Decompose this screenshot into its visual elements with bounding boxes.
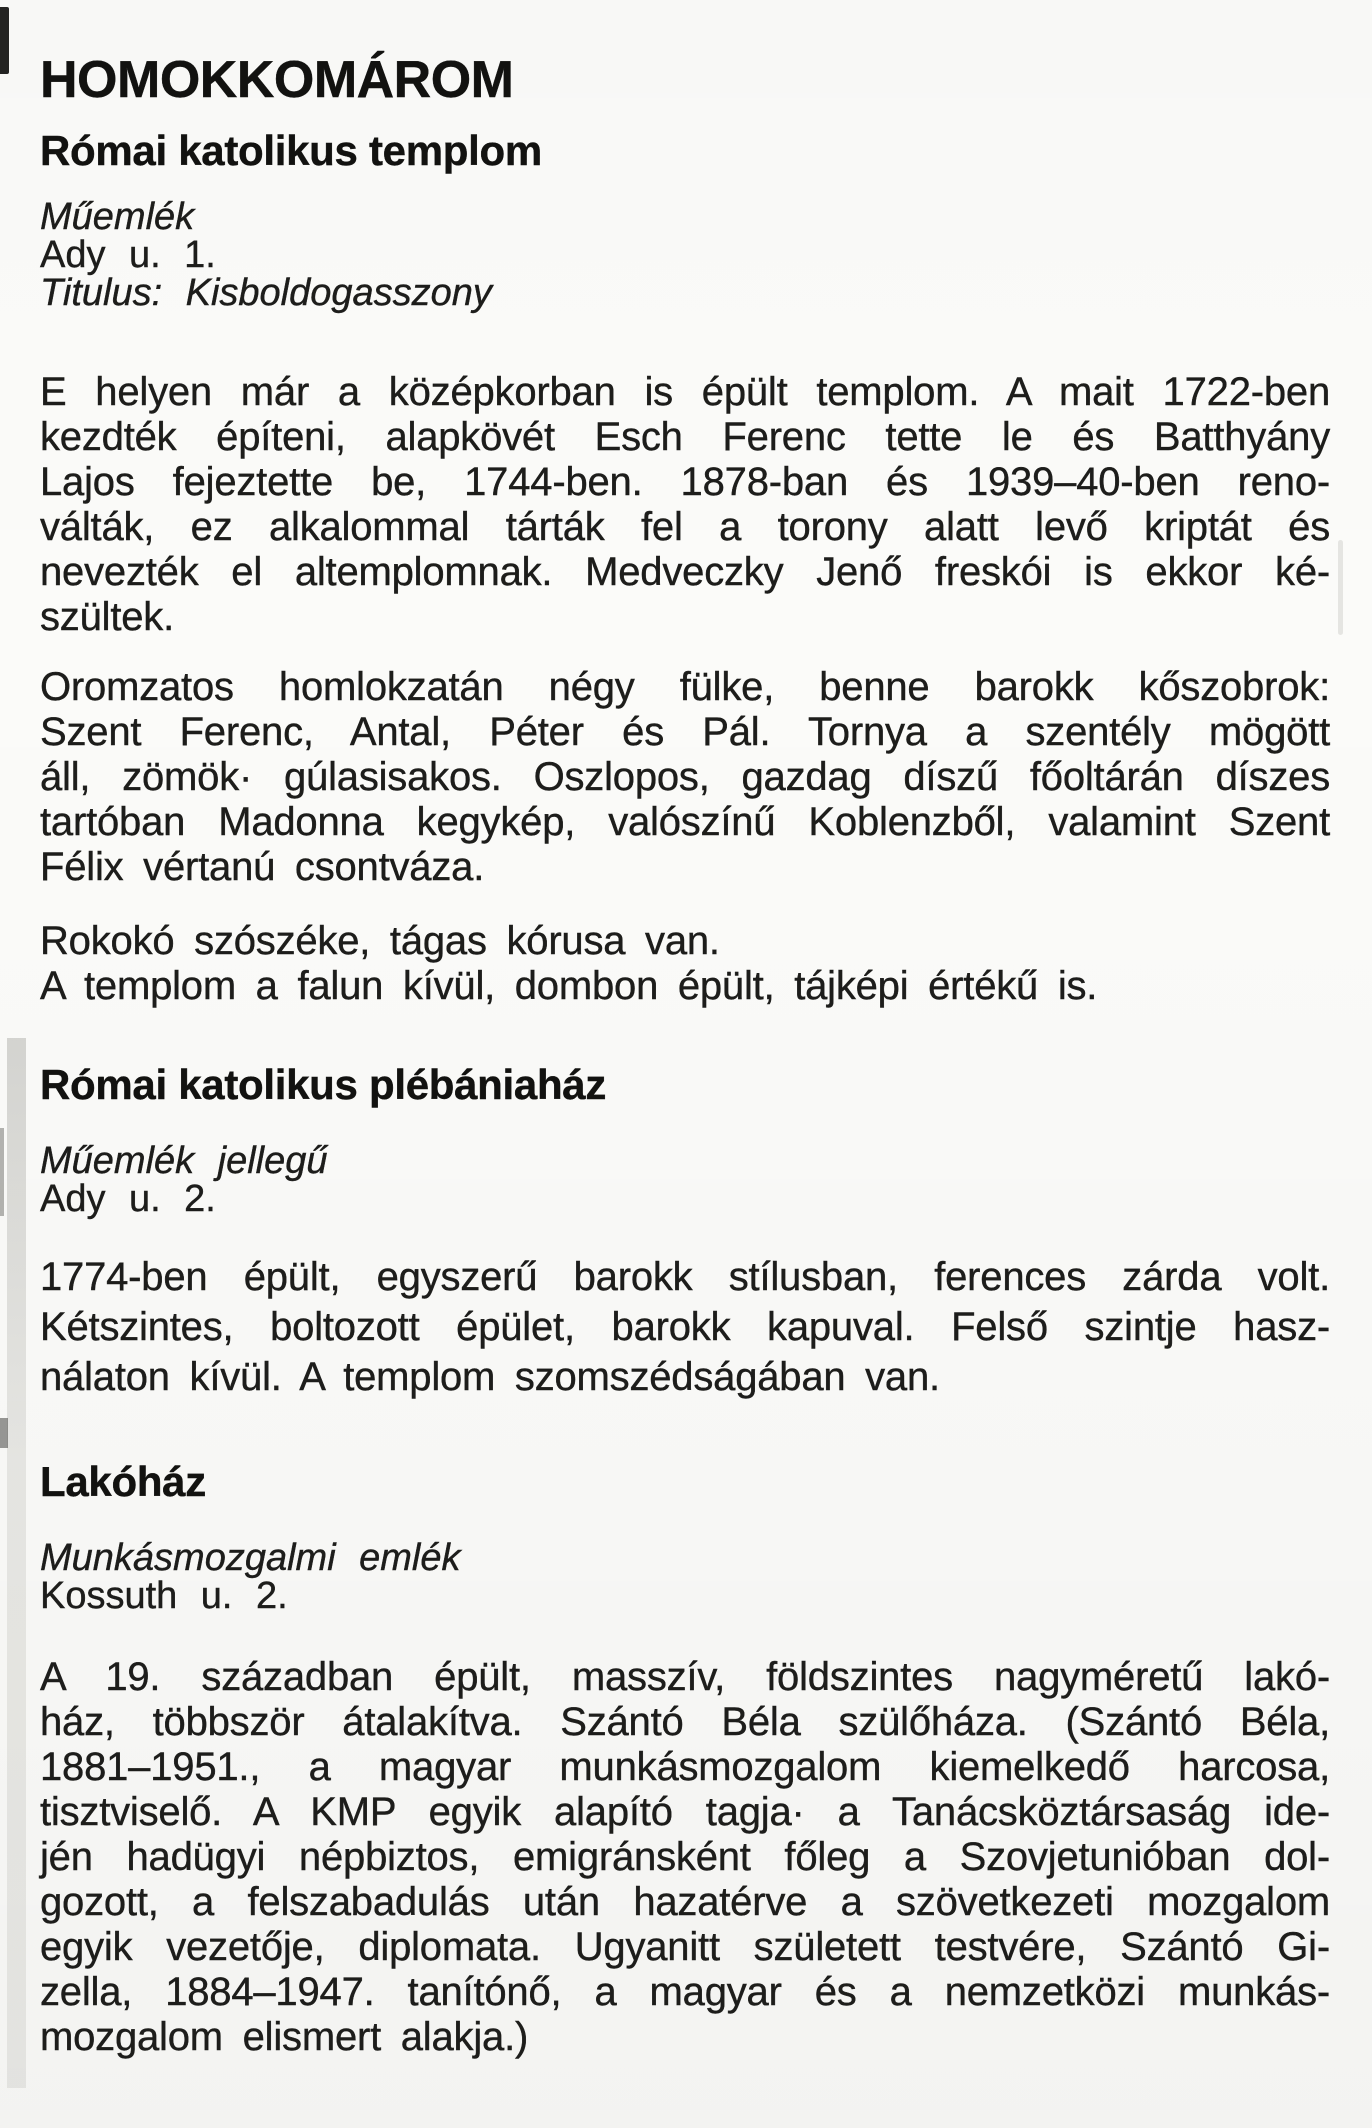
monument-meta-block	[40, 1142, 1330, 1218]
text-line: A 19. században épült, masszív, földszintes nagyméretű lakó-	[40, 1655, 1330, 1699]
text-line: válták, ez alkalommal tárták fel a torony alatt levő kriptát és	[40, 505, 1330, 549]
address-line: Ady u. 1.	[40, 234, 216, 276]
paragraph-parish-house	[40, 1252, 1330, 1402]
text-line: E helyen már a középkorban is épült templom. A mait 1722-ben	[40, 370, 1330, 414]
text-line: A templom a falun kívül, dombon épült, tájképi értékű is.	[40, 964, 1098, 1008]
paragraph-church-description	[40, 665, 1330, 890]
text-line: tisztviselő. A KMP egyik alapító tagja· a Tanácsköztársaság ide-	[40, 1790, 1330, 1834]
text-line: nálaton kívül. A templom szomszédságában van.	[40, 1355, 940, 1399]
section-parish-house	[40, 1062, 1330, 1402]
text-line: áll, zömök· gúlasisakos. Oszlopos, gazdag díszű főoltárán díszes	[40, 755, 1330, 799]
text-line: mozgalom elismert alakja.)	[40, 2015, 529, 2059]
monument-status-line: Műemlék	[40, 196, 195, 238]
monument-status-line: Munkásmozgalmi emlék	[40, 1537, 461, 1579]
text-line: jén hadügyi népbiztos, emigránsként főleg a Szovjetunióban dol-	[40, 1835, 1330, 1879]
monument-status-line: Műemlék jellegű	[40, 1140, 328, 1182]
page-title: HOMOKKOMÁROM	[40, 51, 514, 109]
text-line: nevezték el altemplomnak. Medveczky Jenő freskói is ekkor ké-	[40, 550, 1330, 594]
text-line: 1881–1951., a magyar munkásmozgalom kiemelkedő harcosa,	[40, 1745, 1330, 1789]
monument-meta-block	[40, 198, 1330, 312]
section-heading-church: Római katolikus templom	[40, 127, 542, 174]
monument-meta-block	[40, 1539, 1330, 1615]
text-line: 1774-ben épült, egyszerű barokk stílusban, ferences zárda volt.	[40, 1255, 1330, 1299]
text-line: zella, 1884–1947. tanítónő, a magyar és a nemzetközi munkás-	[40, 1970, 1330, 2014]
section-heading-residential-house: Lakóház	[40, 1458, 206, 1505]
text-line: egyik vezetője, diplomata. Ugyanitt született testvére, Szántó Gi-	[40, 1925, 1330, 1969]
section-heading-parish-house: Római katolikus plébániaház	[40, 1061, 607, 1108]
paragraph-residential-house	[40, 1655, 1330, 2060]
text-line: Oromzatos homlokzatán négy fülke, benne barokk kőszobrok:	[40, 665, 1330, 709]
text-line: tartóban Madonna kegykép, valószínű Koblenzből, valamint Szent	[40, 800, 1330, 844]
text-line: Kétszintes, boltozott épület, barokk kapuval. Felső szintje hasz-	[40, 1305, 1330, 1349]
text-line: Lajos fejeztette be, 1744-ben. 1878-ban és 1939–40-ben reno-	[40, 460, 1330, 504]
paragraph-church-history	[40, 370, 1330, 640]
section-residential-house	[40, 1459, 1330, 2060]
text-line: ház, többször átalakítva. Szántó Béla szülőháza. (Szántó Béla,	[40, 1700, 1330, 1744]
text-line: szültek.	[40, 595, 175, 639]
text-line: kezdték építeni, alapkövét Esch Ferenc tette le és Batthyány	[40, 415, 1330, 459]
text-line: gozott, a felszabadulás után hazatérve a szövetkezeti mozgalom	[40, 1880, 1330, 1924]
paragraph-church-notes	[40, 919, 1330, 1009]
text-line: Szent Ferenc, Antal, Péter és Pál. Tornya a szentély mögött	[40, 710, 1330, 754]
address-line: Kossuth u. 2.	[40, 1575, 288, 1617]
text-line: Félix vértanú csontváza.	[40, 845, 485, 889]
section-catholic-church	[40, 128, 1330, 1009]
address-line: Ady u. 2.	[40, 1178, 216, 1220]
titulus-line: Titulus: Kisboldogasszony	[40, 272, 492, 314]
text-line: Rokokó szószéke, tágas kórusa van.	[40, 919, 720, 963]
